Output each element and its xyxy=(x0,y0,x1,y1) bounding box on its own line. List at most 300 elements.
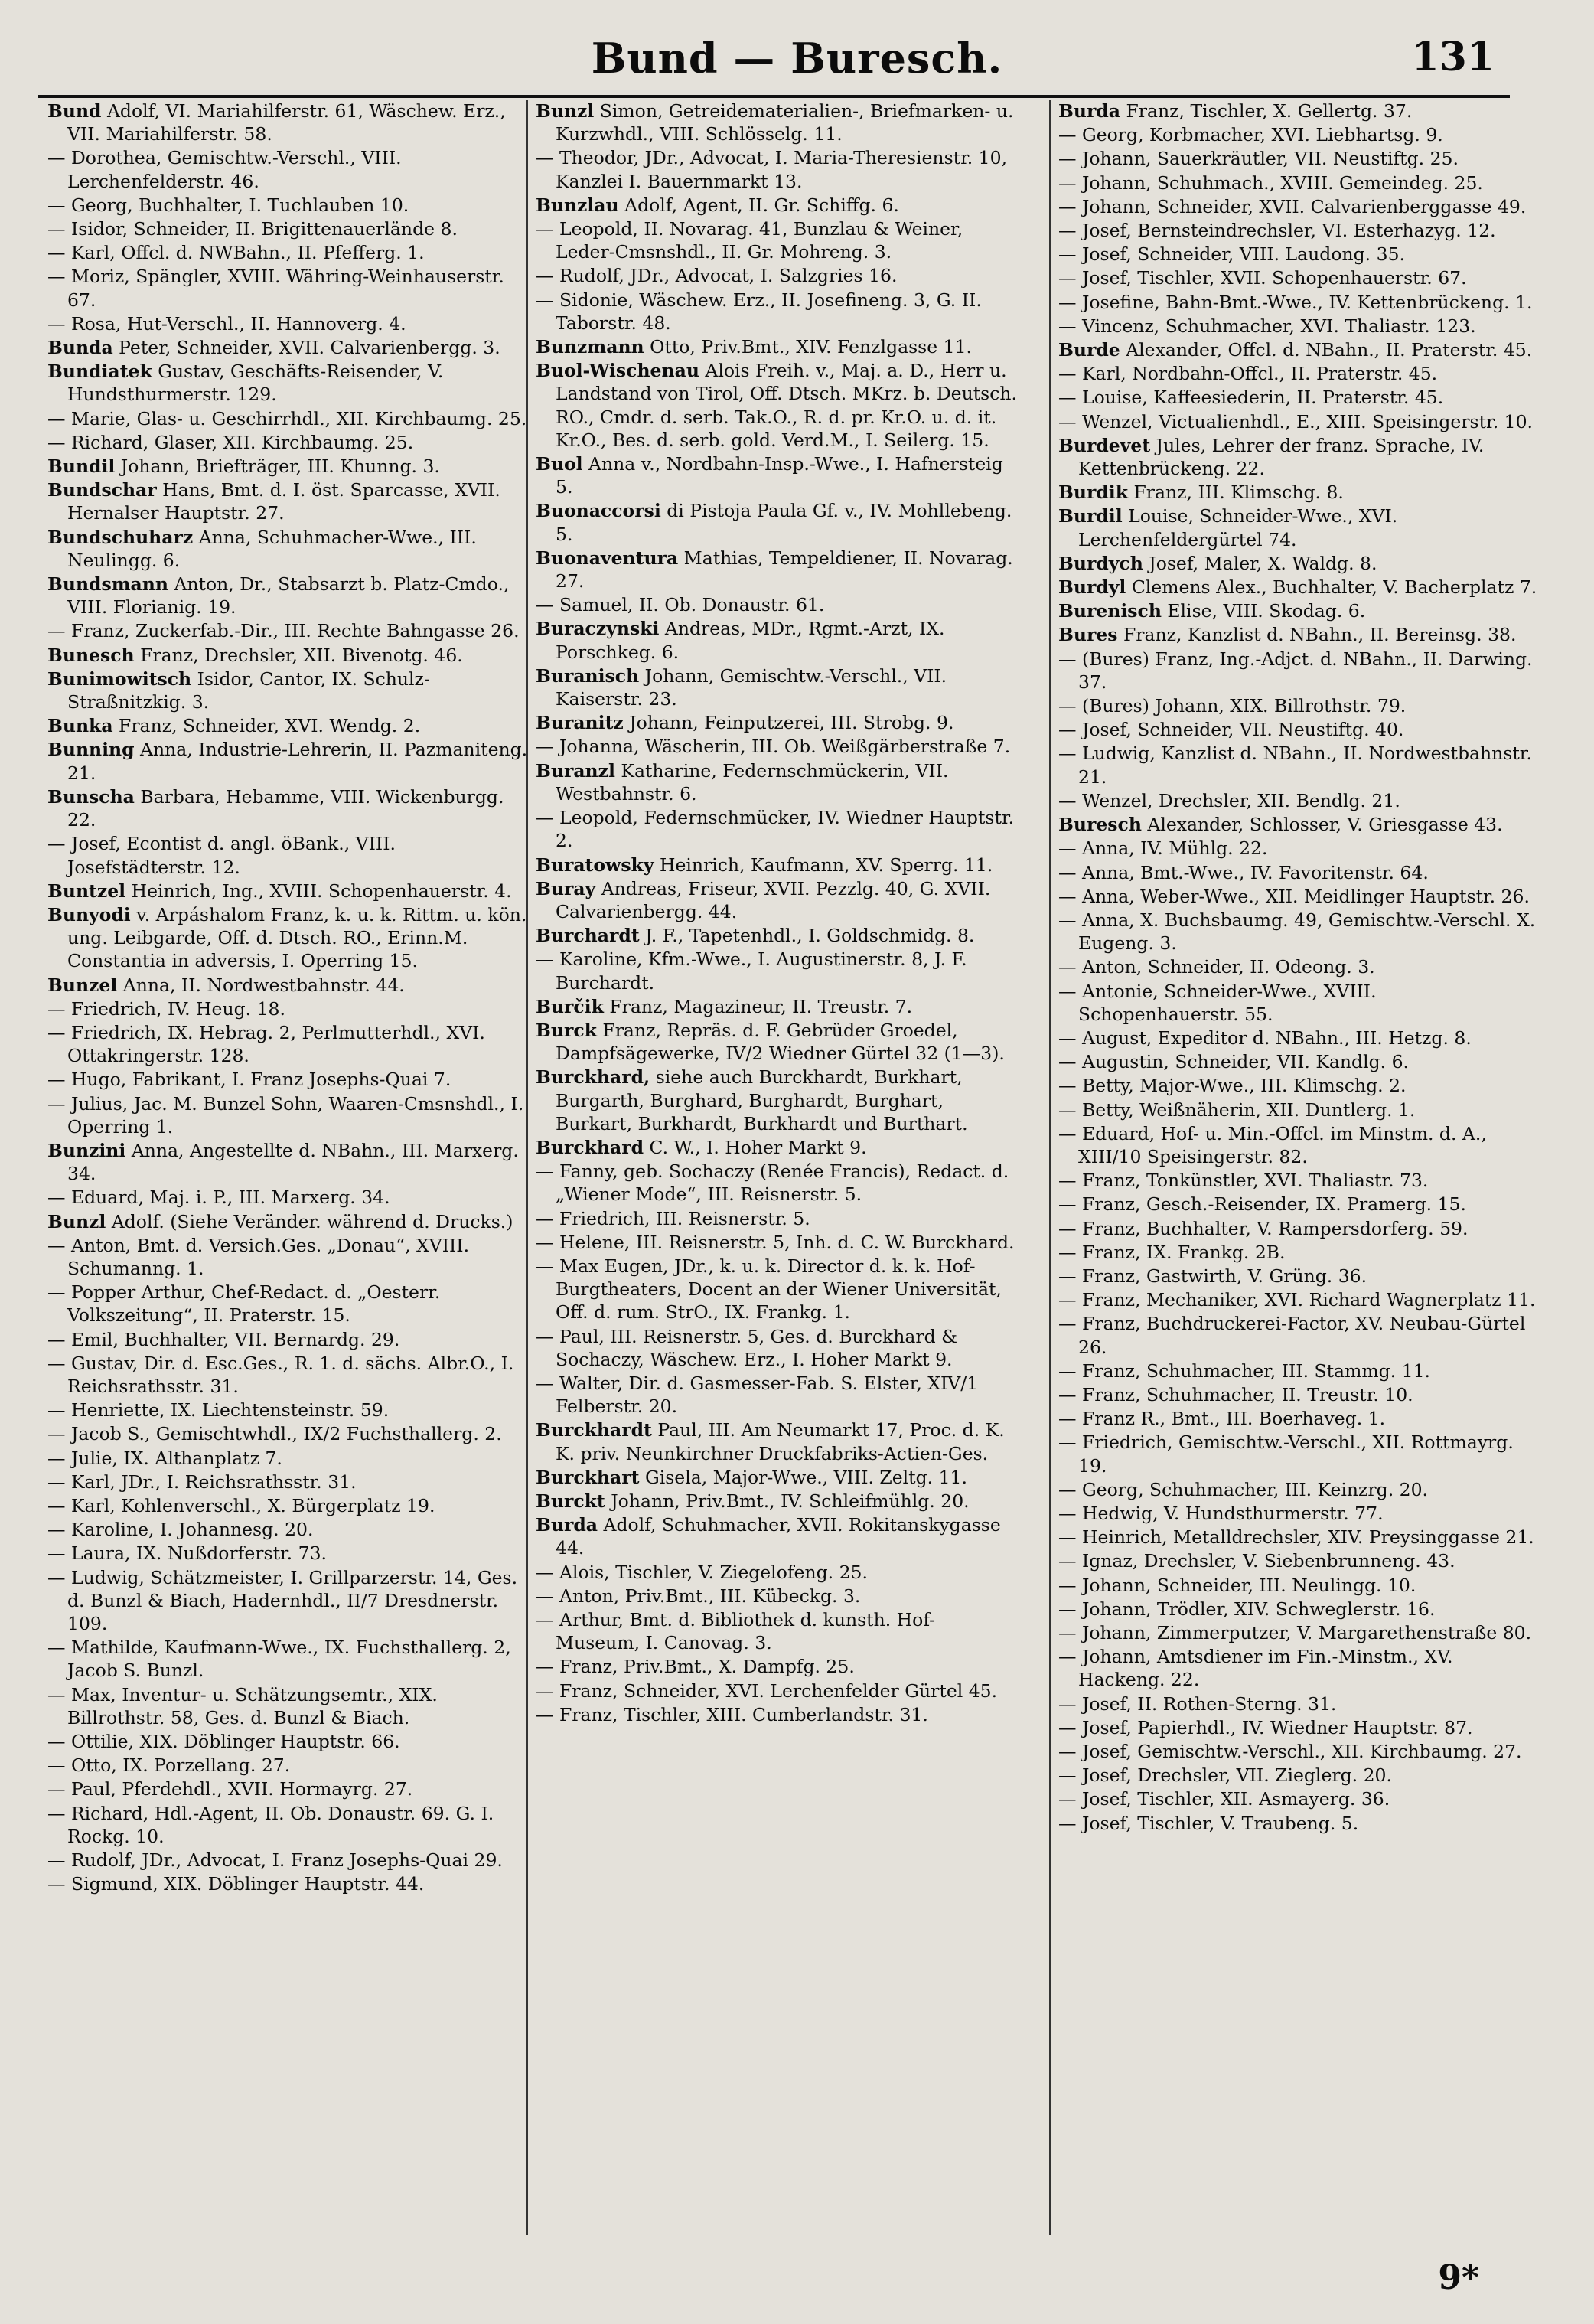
directory-entry xyxy=(1058,434,1540,480)
entry-details: C. W., I. Hoher Markt 9. xyxy=(644,1136,867,1158)
directory-entry xyxy=(1058,1193,1540,1216)
directory-entry xyxy=(1058,1217,1540,1240)
entry-details: — Ottilie, XIX. Döblinger Hauptstr. 66. xyxy=(47,1731,400,1753)
directory-entry xyxy=(1058,813,1540,836)
entry-details: — Max Eugen, JDr., k. u. k. Director d. k. k. Hof-Burgtheaters, Docent an der Wiener Universität, Off. d. rum. StrO., IX. Frankg. 1. xyxy=(536,1255,1002,1324)
entry-details: — Betty, Weißnäherin, XII. Duntlerg. 1. xyxy=(1058,1098,1416,1121)
entry-details: — August, Expeditor d. NBahn., III. Hetzg. 8. xyxy=(1058,1027,1472,1049)
entry-details: — Ludwig, Kanzlist d. NBahn., II. Nordwestbahnstr. 21. xyxy=(1058,743,1532,788)
page-number: 131 xyxy=(1411,34,1495,80)
directory-entry xyxy=(47,832,530,878)
entry-surname: Bunimowitsch xyxy=(47,667,192,690)
entry-details: Elise, VIII. Skodag. 6. xyxy=(1161,600,1366,622)
entry-details: — Antonie, Schneider-Wwe., XVIII. Schopenhauerstr. 55. xyxy=(1058,980,1377,1025)
entry-details: — Ignaz, Drechsler, V. Siebenbrunneng. 43. xyxy=(1058,1550,1455,1572)
entry-details: — Josef, Tischler, XVII. Schopenhauerstr. 67. xyxy=(1058,267,1467,289)
entry-details: Paul, III. Am Neumarkt 17, Proc. d. K. K. priv. Neunkirchner Druckfabriks-Actien-Ges. xyxy=(556,1419,1005,1464)
entry-details: Katharine, Federnschmückerin, VII. Westbahnstr. 6. xyxy=(556,759,949,805)
directory-entry xyxy=(536,1325,1018,1371)
entry-details: — Josef, II. Rothen-Sterng. 31. xyxy=(1058,1692,1337,1715)
entry-details: — Rosa, Hut-Verschl., II. Hannoverg. 4. xyxy=(47,312,406,335)
entry-details: — Paul, III. Reisnerstr. 5, Ges. d. Burckhard & Sochaczy, Wäschew. Erz., I. Hoher Markt 9. xyxy=(536,1325,958,1370)
entry-surname: Burdevet xyxy=(1058,434,1151,456)
directory-entry xyxy=(47,1352,530,1398)
directory-entry xyxy=(1058,1598,1540,1621)
entry-details: — Ludwig, Schätzmeister, I. Grillparzerstr. 14, Ges. d. Bunzl & Biach, Hadernhdl., II/7 Dresdnerstr. 109. xyxy=(47,1566,518,1634)
entry-details: Gustav, Geschäfts-Reisender, V. Hundsthurmerstr. 129. xyxy=(67,361,444,406)
directory-entry xyxy=(47,265,530,311)
directory-entry xyxy=(1058,219,1540,242)
entry-details: — Sigmund, XIX. Döblinger Hauptstr. 44. xyxy=(47,1873,425,1895)
directory-entry xyxy=(1058,861,1540,884)
page-title: Bund — Buresch. xyxy=(591,34,1003,83)
entry-details: — Franz, Zuckerfab.-Dir., III. Rechte Bahngasse 26. xyxy=(47,620,520,642)
entry-details: — Jacob S., Gemischtwhdl., IX/2 Fuchsthallerg. 2. xyxy=(47,1423,502,1445)
directory-entry xyxy=(47,785,530,831)
directory-column-1 xyxy=(47,100,530,2243)
entry-surname: Buntzel xyxy=(47,880,126,902)
directory-entry xyxy=(47,1872,530,1895)
directory-entry xyxy=(47,1186,530,1209)
entry-details: J. F., Tapetenhdl., I. Goldschmidg. 8. xyxy=(639,925,975,947)
entry-surname: Burda xyxy=(536,1514,598,1536)
entry-details: — Karl, JDr., I. Reichsrathsstr. 31. xyxy=(47,1470,357,1493)
directory-entry xyxy=(536,146,1018,192)
entry-surname: Burckhard, xyxy=(536,1066,650,1089)
entry-surname: Bundschar xyxy=(47,479,157,501)
entry-details: Anton, Dr., Stabsarzt b. Platz-Cmdo., VIII. Florianig. 19. xyxy=(67,573,510,619)
entry-surname: Buranisch xyxy=(536,664,640,687)
entry-details: Anna, Angestellte d. NBahn., III. Marxerg. 34. xyxy=(67,1139,519,1185)
entry-details: — Betty, Major-Wwe., III. Klimschg. 2. xyxy=(1058,1075,1407,1097)
directory-entry xyxy=(1058,1645,1540,1691)
entry-surname: Buol xyxy=(536,453,583,475)
directory-entry xyxy=(1058,552,1540,575)
entry-details: — Karoline, Kfm.-Wwe., I. Augustinerstr. 8, J. F. Burchardt. xyxy=(536,948,967,994)
directory-entry xyxy=(47,146,530,192)
directory-entry xyxy=(47,997,530,1020)
entry-details: — Josef, Schneider, VII. Neustiftg. 40. xyxy=(1058,719,1404,741)
entry-details: — Mathilde, Kaufmann-Wwe., IX. Fuchsthallerg. 2, Jacob S. Bunzl. xyxy=(47,1637,511,1682)
entry-details: — Julie, IX. Althanplatz 7. xyxy=(47,1447,282,1469)
directory-entry xyxy=(536,711,1018,734)
entry-details: — Josef, Bernsteindrechsler, VI. Esterhazyg. 12. xyxy=(1058,220,1496,242)
entry-details: — Georg, Schuhmacher, III. Keinzrg. 20. xyxy=(1058,1478,1429,1500)
directory-entry xyxy=(536,1136,1018,1159)
directory-entry xyxy=(536,100,1018,145)
directory-entry xyxy=(1058,623,1540,646)
directory-entry xyxy=(536,1019,1018,1065)
entry-details: — Franz, Buchhalter, V. Rampersdorferg. 59. xyxy=(1058,1217,1469,1239)
entry-details: — Hugo, Fabrikant, I. Franz Josephs-Quai 7. xyxy=(47,1069,451,1091)
directory-entry xyxy=(47,880,530,903)
directory-entry xyxy=(1058,1288,1540,1311)
entry-surname: Bund xyxy=(47,100,102,122)
entry-details: Franz, Drechsler, XII. Bivenotg. 46. xyxy=(134,644,463,666)
entry-surname: Bunscha xyxy=(47,785,135,808)
entry-details: — Johann, Schuhmach., XVIII. Gemeindeg. 25. xyxy=(1058,171,1483,194)
directory-entry xyxy=(1058,386,1540,409)
entry-details: Adolf, Agent, II. Gr. Schiffg. 6. xyxy=(618,194,899,216)
entry-details: Franz, III. Klimschg. 8. xyxy=(1127,481,1344,504)
entry-surname: Bunesch xyxy=(47,644,135,666)
entry-details: — Eduard, Maj. i. P., III. Marxerg. 34. xyxy=(47,1186,390,1209)
directory-entry xyxy=(47,974,530,997)
entry-details: — Anna, Bmt.-Wwe., IV. Favoritenstr. 64. xyxy=(1058,861,1429,883)
directory-entry xyxy=(1058,171,1540,194)
entry-details: — Leopold, II. Novarag. 41, Bunzlau & Weiner, Leder-Cmsnshdl., II. Gr. Mohreng. 3. xyxy=(536,218,963,263)
directory-entry xyxy=(47,407,530,430)
directory-entry xyxy=(47,1542,530,1565)
entry-details: — Julius, Jac. M. Bunzel Sohn, Waaren-Cmsnshdl., I. Operring 1. xyxy=(47,1092,524,1138)
entry-details: — Friedrich, IX. Hebrag. 2, Perlmutterhdl., XVI. Ottakringerstr. 128. xyxy=(47,1021,485,1067)
entry-details: — Johanna, Wäscherin, III. Ob. Weißgärberstraße 7. xyxy=(536,736,1011,758)
entry-details: — Arthur, Bmt. d. Bibliothek d. kunsth. Hof-Museum, I. Canovag. 3. xyxy=(536,1609,936,1654)
entry-details: — Samuel, II. Ob. Donaustr. 61. xyxy=(536,594,825,616)
entry-details: — (Bures) Franz, Ing.-Adjct. d. NBahn., II. Darwing. 37. xyxy=(1058,648,1533,693)
entry-details: Otto, Priv.Bmt., XIV. Fenzlgasse 11. xyxy=(644,336,972,358)
entry-details: — Friedrich, III. Reisnerstr. 5. xyxy=(536,1207,810,1229)
directory-entry xyxy=(1058,648,1540,694)
entry-details: — Franz, Tonkünstler, XVI. Thaliastr. 73. xyxy=(1058,1170,1429,1192)
directory-entry xyxy=(1058,1050,1540,1073)
directory-entry xyxy=(47,667,530,713)
signature-mark: 9* xyxy=(1438,2258,1479,2297)
directory-entry xyxy=(47,1754,530,1777)
directory-entry xyxy=(1058,1787,1540,1810)
directory-entry xyxy=(47,100,530,145)
directory-entry xyxy=(1058,1692,1540,1715)
directory-entry xyxy=(536,1255,1018,1324)
entry-details: Adolf, Schuhmacher, XVII. Rokitanskygasse 44. xyxy=(556,1514,1001,1559)
directory-entry xyxy=(1058,955,1540,978)
directory-entry xyxy=(1058,742,1540,788)
directory-entry xyxy=(1058,599,1540,622)
directory-entry xyxy=(536,547,1018,592)
entry-details: — Marie, Glas- u. Geschirrhdl., XII. Kirchbaumg. 25. xyxy=(47,407,527,429)
entry-details: — Karl, Kohlenverschl., X. Bürgerplatz 19. xyxy=(47,1494,435,1516)
directory-entry xyxy=(536,194,1018,217)
directory-entry xyxy=(47,1281,530,1327)
directory-entry xyxy=(536,593,1018,616)
directory-entry xyxy=(1058,1169,1540,1192)
directory-entry xyxy=(1058,195,1540,218)
entry-surname: Bunning xyxy=(47,739,135,761)
entry-details: Alexander, Offcl. d. NBahn., II. Praterstr. 45. xyxy=(1120,339,1533,361)
entry-details: — Franz, Schuhmacher, II. Treustr. 10. xyxy=(1058,1383,1413,1405)
entry-details: siehe auch Burckhardt, Burkhart, Burgarth, Burghard, Burghardt, Burghart, Burkart, Burkhardt, Burkhardt und Burthart. xyxy=(556,1066,968,1134)
entry-details: — Richard, Glaser, XII. Kirchbaumg. 25. xyxy=(47,431,414,453)
entry-details: — Josef, Tischler, V. Traubeng. 5. xyxy=(1058,1812,1359,1834)
entry-details: Alexander, Schlosser, V. Griesgasse 43. xyxy=(1141,814,1503,836)
entry-details: — Johann, Trödler, XIV. Schweglerstr. 16. xyxy=(1058,1598,1436,1620)
directory-entry xyxy=(536,289,1018,335)
entry-details: — Johann, Schneider, XVII. Calvarienberggasse 49. xyxy=(1058,195,1527,217)
entry-details: — Popper Arthur, Chef-Redact. d. „Oesterr. Volkszeitung“, II. Praterstr. 15. xyxy=(47,1281,441,1327)
directory-entry xyxy=(47,1518,530,1541)
entry-details: — Anton, Priv.Bmt., III. Kübeckg. 3. xyxy=(536,1585,861,1607)
directory-column-3 xyxy=(1058,100,1540,2243)
directory-entry xyxy=(1058,980,1540,1026)
directory-entry xyxy=(536,1466,1018,1489)
directory-entry xyxy=(536,1418,1018,1464)
entry-details: — Eduard, Hof- u. Min.-Offcl. im Minstm. d. A., XIII/10 Speisingerstr. 82. xyxy=(1058,1122,1487,1167)
entry-surname: Burckhart xyxy=(536,1466,640,1488)
entry-surname: Burdych xyxy=(1058,552,1143,574)
directory-entry xyxy=(1058,481,1540,504)
entry-surname: Burckhardt xyxy=(536,1419,652,1441)
directory-entry xyxy=(536,877,1018,923)
directory-entry xyxy=(536,924,1018,947)
directory-entry xyxy=(1058,1526,1540,1549)
entry-details: — Franz R., Bmt., III. Boerhaveg. 1. xyxy=(1058,1408,1386,1430)
entry-details: Adolf. (Siehe Veränder. während d. Drucks.) xyxy=(106,1210,513,1232)
entry-details: Anna, Industrie-Lehrerin, II. Pazmaniteng. 21. xyxy=(67,739,528,784)
directory-entry xyxy=(1058,1812,1540,1835)
directory-entry xyxy=(1058,362,1540,385)
entry-surname: Burdyl xyxy=(1058,576,1126,599)
directory-entry xyxy=(1058,100,1540,122)
directory-entry xyxy=(536,1490,1018,1513)
directory-entry xyxy=(1058,1621,1540,1644)
directory-entry xyxy=(47,738,530,784)
entry-details: — Anna, X. Buchsbaumg. 49, Gemischtw.-Verschl. X. Eugeng. 3. xyxy=(1058,909,1536,955)
entry-details: di Pistoja Paula Gf. v., IV. Mohllebeng. 5. xyxy=(556,500,1012,545)
entry-details: Franz, Schneider, XVI. Wendg. 2. xyxy=(112,715,421,737)
directory-entry xyxy=(47,1234,530,1280)
directory-entry xyxy=(536,1231,1018,1254)
entry-surname: Bundiatek xyxy=(47,361,152,383)
directory-entry xyxy=(47,1328,530,1351)
directory-entry xyxy=(1058,410,1540,433)
directory-entry xyxy=(536,1608,1018,1654)
entry-surname: Burenisch xyxy=(1058,600,1162,622)
directory-entry xyxy=(47,1730,530,1753)
directory-entry xyxy=(47,1683,530,1729)
entry-details: — Isidor, Schneider, II. Brigittenauerlände 8. xyxy=(47,218,458,240)
entry-surname: Burdil xyxy=(1058,505,1123,527)
entry-details: — Vincenz, Schuhmacher, XVI. Thaliastr. 123. xyxy=(1058,315,1476,337)
entry-details: Simon, Getreidematerialien-, Briefmarken- u. Kurzwhdl., VIII. Schlösselg. 11. xyxy=(556,100,1014,145)
entry-details: — Franz, Schuhmacher, III. Stammg. 11. xyxy=(1058,1359,1430,1382)
entry-surname: Bundschuharz xyxy=(47,526,194,548)
entry-details: Gisela, Major-Wwe., VIII. Zeltg. 11. xyxy=(639,1466,967,1488)
entry-details: — Rudolf, JDr., Advocat, I. Salzgries 16. xyxy=(536,265,898,287)
page-header xyxy=(0,11,1594,95)
directory-entry xyxy=(47,217,530,240)
directory-entry xyxy=(1058,1074,1540,1097)
directory-column-2 xyxy=(536,100,1018,2243)
directory-entry xyxy=(1058,1502,1540,1525)
entry-details: — Josef, Gemischtw.-Verschl., XII. Kirchbaumg. 27. xyxy=(1058,1741,1522,1763)
entry-details: — Gustav, Dir. d. Esc.Ges., R. 1. d. sächs. Albr.O., I. Reichsrathsstr. 31. xyxy=(47,1352,514,1397)
entry-details: Clemens Alex., Buchhalter, V. Bacherplatz 7. xyxy=(1126,576,1537,599)
entry-details: — Karoline, I. Johannesg. 20. xyxy=(47,1519,314,1541)
entry-details: — Otto, IX. Porzellang. 27. xyxy=(47,1754,291,1777)
entry-details: Mathias, Tempeldiener, II. Novarag. 27. xyxy=(556,547,1013,592)
entry-details: Josef, Maler, X. Waldg. 8. xyxy=(1143,552,1377,574)
directory-entry xyxy=(47,241,530,264)
directory-entry xyxy=(536,499,1018,545)
entry-details: — Franz, Schneider, XVI. Lerchenfelder Gürtel 45. xyxy=(536,1679,998,1702)
directory-entry xyxy=(47,1777,530,1800)
directory-entry xyxy=(47,1399,530,1421)
entry-details: Hans, Bmt. d. I. öst. Sparcasse, XVII. Hernalser Hauptstr. 27. xyxy=(67,479,500,524)
entry-details: — Richard, Hdl.-Agent, II. Ob. Donaustr. 69. G. I. Rockg. 10. xyxy=(47,1802,494,1847)
entry-details: — Anna, IV. Mühlg. 22. xyxy=(1058,837,1268,860)
entry-details: — Josef, Econtist d. angl. öBank., VIII. Josefstädterstr. 12. xyxy=(47,833,396,878)
entry-details: — Franz, Gastwirth, V. Grüng. 36. xyxy=(1058,1265,1367,1287)
entry-details: — Heinrich, Metalldrechsler, XIV. Preysinggasse 21. xyxy=(1058,1526,1534,1549)
entry-details: v. Arpáshalom Franz, k. u. k. Rittm. u. kön. ung. Leibgarde, Off. d. Dtsch. RO., Erinn.M. Constantia in adversis, I. Operring 15. xyxy=(67,903,527,972)
entry-surname: Buranzl xyxy=(536,759,615,782)
entry-details: — Friedrich, IV. Heug. 18. xyxy=(47,997,285,1020)
directory-entry xyxy=(1058,789,1540,812)
directory-entry xyxy=(47,1849,530,1872)
entry-surname: Bundil xyxy=(47,455,116,478)
directory-entry xyxy=(47,194,530,217)
directory-entry xyxy=(1058,718,1540,741)
entry-details: Andreas, Friseur, XVII. Pezzlg. 40, G. XVII. Calvarienbergg. 44. xyxy=(556,877,991,922)
directory-entry xyxy=(536,995,1018,1018)
directory-entry xyxy=(47,619,530,642)
directory-entry xyxy=(47,1422,530,1445)
directory-entry xyxy=(1058,694,1540,717)
entry-details: — Dorothea, Gemischtw.-Verschl., VIII. Lerchenfelderstr. 46. xyxy=(47,147,402,192)
entry-details: — Johann, Schneider, III. Neulingg. 10. xyxy=(1058,1574,1416,1596)
directory-entry xyxy=(536,806,1018,852)
directory-entry xyxy=(536,1372,1018,1418)
entry-surname: Burchardt xyxy=(536,925,640,947)
directory-entry xyxy=(536,735,1018,758)
directory-entry xyxy=(1058,291,1540,314)
directory-entry xyxy=(47,312,530,335)
entry-details: — Emil, Buchhalter, VII. Bernardg. 29. xyxy=(47,1328,400,1350)
directory-entry xyxy=(47,336,530,359)
directory-entry xyxy=(47,1092,530,1138)
entry-details: — Rudolf, JDr., Advocat, I. Franz Josephs-Quai 29. xyxy=(47,1849,503,1872)
directory-entry xyxy=(536,759,1018,805)
entry-surname: Bunda xyxy=(47,337,113,359)
directory-entry xyxy=(1058,243,1540,266)
directory-entry xyxy=(536,1585,1018,1608)
directory-entry xyxy=(47,526,530,572)
entry-surname: Buratowsky xyxy=(536,854,654,876)
entry-surname: Bunzl xyxy=(536,100,595,122)
entry-details: — Augustin, Schneider, VII. Kandlg. 6. xyxy=(1058,1051,1409,1073)
directory-entry xyxy=(1058,1431,1540,1477)
directory-entry xyxy=(536,335,1018,358)
directory-entry xyxy=(1058,1716,1540,1739)
directory-entry xyxy=(47,455,530,478)
entry-surname: Bunzini xyxy=(47,1139,126,1161)
directory-entry xyxy=(1058,266,1540,289)
entry-details: Johann, Gemischtw.-Verschl., VII. Kaiserstr. 23. xyxy=(556,664,947,710)
directory-entry xyxy=(536,854,1018,876)
entry-details: Barbara, Hebamme, VIII. Wickenburgg. 22. xyxy=(67,785,504,831)
directory-entry xyxy=(1058,1359,1540,1382)
directory-entry xyxy=(1058,315,1540,338)
directory-entry xyxy=(47,1021,530,1067)
entry-surname: Bures xyxy=(1058,624,1118,646)
entry-details: Anna v., Nordbahn-Insp.-Wwe., I. Hafnersteig 5. xyxy=(556,453,1003,498)
entry-surname: Burčik xyxy=(536,995,604,1017)
directory-entry xyxy=(47,1636,530,1682)
directory-entry xyxy=(1058,1764,1540,1787)
entry-surname: Burde xyxy=(1058,339,1120,361)
directory-entry xyxy=(536,264,1018,287)
directory-entry xyxy=(1058,1407,1540,1430)
entry-details: — Hedwig, V. Hundsthurmerstr. 77. xyxy=(1058,1502,1384,1524)
directory-entry xyxy=(47,1139,530,1185)
directory-entry xyxy=(47,714,530,737)
entry-surname: Bunzel xyxy=(47,974,118,996)
entry-details: — Leopold, Federnschmücker, IV. Wiedner Hauptstr. 2. xyxy=(536,807,1015,852)
entry-details: Peter, Schneider, XVII. Calvarienbergg. 3. xyxy=(112,337,500,359)
entry-details: — Josef, Papierhdl., IV. Wiedner Hauptstr. 87. xyxy=(1058,1716,1473,1738)
directory-entry xyxy=(47,903,530,973)
directory-entry xyxy=(47,644,530,667)
entry-details: — Georg, Buchhalter, I. Tuchlauben 10. xyxy=(47,194,409,216)
entry-surname: Bunzmann xyxy=(536,336,644,358)
entry-details: — Josef, Drechsler, VII. Zieglerg. 20. xyxy=(1058,1764,1392,1787)
directory-entry xyxy=(47,1210,530,1233)
entry-surname: Bundsmann xyxy=(47,573,168,596)
entry-details: — Johann, Sauerkräutler, VII. Neustiftg. 25. xyxy=(1058,148,1459,170)
column-separator xyxy=(1049,100,1051,2235)
directory-entry xyxy=(1058,123,1540,146)
directory-entry xyxy=(1058,1312,1540,1358)
entry-surname: Bunzl xyxy=(47,1210,106,1232)
entry-details: — Karl, Nordbahn-Offcl., II. Praterstr. 45. xyxy=(1058,363,1438,385)
entry-details: — Josef, Tischler, XII. Asmayerg. 36. xyxy=(1058,1788,1390,1810)
directory-entry xyxy=(1058,1574,1540,1597)
directory-entry xyxy=(536,1207,1018,1230)
entry-details: — Franz, Mechaniker, XVI. Richard Wagnerplatz 11. xyxy=(1058,1289,1536,1311)
entry-details: — Franz, Tischler, XIII. Cumberlandstr. 31. xyxy=(536,1703,928,1725)
entry-surname: Burda xyxy=(1058,100,1120,122)
entry-details: — Alois, Tischler, V. Ziegelofeng. 25. xyxy=(536,1561,868,1583)
directory-entry xyxy=(1058,1740,1540,1763)
directory-entry xyxy=(1058,147,1540,170)
directory-entry xyxy=(47,573,530,619)
directory-entry xyxy=(47,1068,530,1091)
entry-details: Franz, Kanzlist d. NBahn., II. Bereinsg. 38. xyxy=(1117,624,1517,646)
entry-surname: Bunka xyxy=(47,715,113,737)
entry-details: — Louise, Kaffeesiederin, II. Praterstr. 45. xyxy=(1058,387,1444,409)
entry-surname: Buonaventura xyxy=(536,547,679,569)
entry-details: — Anton, Schneider, II. Odeong. 3. xyxy=(1058,956,1375,978)
entry-details: — Franz, Gesch.-Reisender, IX. Pramerg. 15. xyxy=(1058,1193,1466,1216)
entry-details: Johann, Priv.Bmt., IV. Schleifmühlg. 20. xyxy=(605,1490,970,1512)
directory-entry xyxy=(536,1655,1018,1678)
entry-details: — Josef, Schneider, VIII. Laudong. 35. xyxy=(1058,243,1405,266)
directory-entry xyxy=(536,359,1018,452)
entry-details: — Franz, Buchdruckerei-Factor, XV. Neubau-Gürtel 26. xyxy=(1058,1313,1526,1358)
directory-entry xyxy=(1058,1027,1540,1049)
directory-entry xyxy=(47,431,530,454)
entry-surname: Bunyodi xyxy=(47,903,131,925)
entry-details: — Paul, Pferdehdl., XVII. Hormayrg. 27. xyxy=(47,1778,413,1800)
entry-details: Franz, Magazineur, II. Treustr. 7. xyxy=(603,995,913,1017)
entry-details: — (Bures) Johann, XIX. Billrothstr. 79. xyxy=(1058,695,1407,717)
directory-entry xyxy=(536,664,1018,710)
directory-entry xyxy=(536,948,1018,994)
directory-entry xyxy=(536,1513,1018,1559)
directory-entry xyxy=(1058,338,1540,361)
directory-entry xyxy=(47,1494,530,1517)
directory-entry xyxy=(1058,1098,1540,1121)
